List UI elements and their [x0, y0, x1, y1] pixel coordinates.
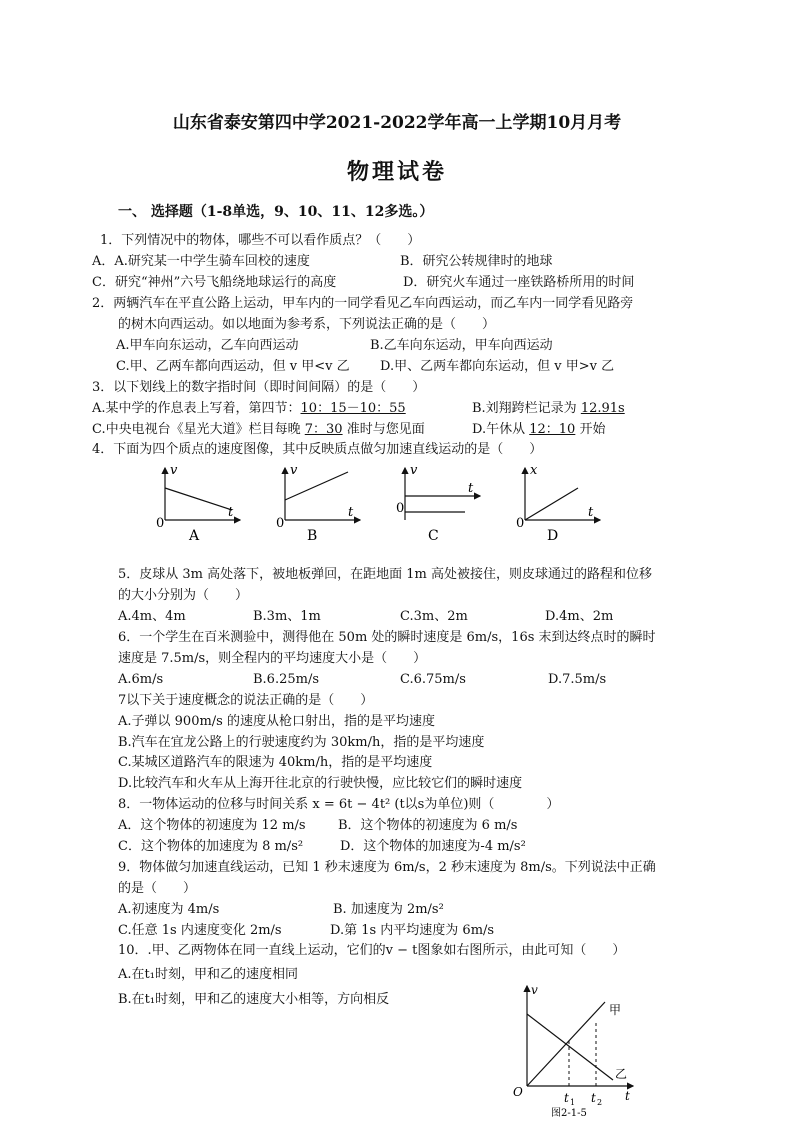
q2-option-a: A.甲车向东运动，乙车向西运动 — [116, 338, 299, 353]
vt-xaxis-label: t — [625, 1089, 630, 1103]
q10-option-b: B.在t₁时刻，甲和乙的速度大小相等，方向相反 — [118, 992, 390, 1007]
vt-t2-label: t — [591, 1091, 596, 1105]
q2-option-b: B.乙车向东运动，甲车向西运动 — [370, 338, 553, 353]
q3-option-a-underlined: 10：15－10：55 — [300, 401, 406, 416]
q8-stem: 8．一物体运动的位移与时间关系 x = 6t − 4t² (t以s为单位)则（ ） — [118, 797, 560, 812]
q7-option-a: A.子弹以 900m/s 的速度从枪口射出，指的是平均速度 — [118, 714, 435, 729]
q6-stem-1: 6．一个学生在百米测验中，测得他在 50m 处的瞬时速度是 6m/s，16s 末到达终点时的瞬时 — [118, 630, 656, 645]
graph-c-yaxis: v — [410, 463, 418, 478]
q3-option-b — [472, 400, 625, 418]
graph-b-yaxis: v — [290, 463, 298, 478]
q1-option-a: A．A.研究某一中学生骑车回校的速度 — [92, 254, 310, 269]
q3-option-c-tail: 准时与您见面 — [342, 422, 425, 437]
graph-a-xaxis: t — [228, 505, 234, 520]
q5-stem-1: 5．皮球从 3m 高处落下，被地板弹回，在距地面 1m 高处被接住，则皮球通过的路程和位移 — [118, 567, 652, 582]
exam-title: 山东省泰安第四中学2021-2022学年高一上学期10月月考 — [172, 113, 622, 133]
graph-b-xaxis: t — [348, 505, 354, 520]
graph-c-xaxis: t — [468, 481, 474, 496]
q9-option-d: D.第 1s 内平均速度为 6m/s — [330, 923, 495, 938]
vt-line-yi — [527, 1014, 613, 1080]
q3-option-d-text: D.午休从 — [472, 422, 530, 437]
q8-option-a: A．这个物体的初速度为 12 m/s — [118, 818, 306, 833]
q7-option-b: B.汽车在宜龙公路上的行驶速度约为 30km/h，指的是平均速度 — [118, 735, 485, 750]
graph-a-origin: 0 — [156, 516, 165, 531]
q9-option-a: A.初速度为 4m/s — [118, 902, 220, 917]
q9-stem-1: 9．物体做匀加速直线运动，已知 1 秒末速度为 6m/s，2 秒末速度为 8m/s。下列说法中正确 — [118, 860, 656, 875]
q2-option-d: D.甲、乙两车都向东运动，但 v 甲>v 乙 — [380, 359, 615, 374]
graph-b-origin: 0 — [276, 516, 285, 531]
q1-option-d: D．研究火车通过一座铁路桥所用的时间 — [403, 275, 635, 290]
q2-stem-1: 2．两辆汽车在平直公路上运动，甲车内的一同学看见乙车向西运动，而乙车内一同学看见路旁 — [92, 296, 634, 311]
q5-stem-2: 的大小分别为（ ） — [118, 588, 249, 603]
q5-option-a: A.4m、4m — [118, 609, 186, 624]
graph-c — [396, 463, 480, 544]
graph-a-label: A — [189, 528, 200, 544]
graph-d-xaxis: t — [588, 505, 594, 520]
graph-c-label: C — [428, 528, 439, 544]
q3-option-b-underlined: 12.91s — [580, 401, 625, 416]
graph-a-line — [165, 488, 232, 510]
q5-option-d: D.4m、2m — [545, 609, 614, 624]
q10-vt-figure — [505, 980, 655, 1120]
q3-stem: 3．以下划线上的数字指时间（即时间间隔）的是（ ） — [92, 380, 426, 395]
graph-a-yaxis: v — [170, 463, 178, 478]
q6-option-a: A.6m/s — [118, 672, 164, 687]
graph-b — [276, 463, 360, 544]
q8-option-b: B．这个物体的初速度为 6 m/s — [338, 818, 518, 833]
q3-option-a — [92, 400, 406, 418]
q6-option-b: B.6.25m/s — [253, 672, 320, 687]
exam-subtitle: 物理试卷 — [346, 159, 447, 185]
graph-d — [516, 463, 600, 544]
q7-option-c: C.某城区道路汽车的限速为 40km/h，指的是平均速度 — [118, 755, 433, 770]
graph-a — [156, 463, 240, 544]
q2-option-c: C.甲、乙两车都向西运动，但 v 甲<v 乙 — [116, 359, 350, 374]
graph-d-yaxis: x — [530, 463, 538, 478]
graph-c-origin: 0 — [396, 501, 405, 516]
q9-option-c: C.任意 1s 内速度变化 2m/s — [118, 923, 282, 938]
q7-option-d: D.比较汽车和火车从上海开往北京的行驶快慢，应比较它们的瞬时速度 — [118, 776, 523, 791]
vt-origin-label: O — [513, 1085, 523, 1099]
q1-option-b: B．研究公转规律时的地球 — [400, 254, 553, 269]
q6-stem-2: 速度是 7.5m/s，则全程内的平均速度大小是（ ） — [118, 651, 427, 666]
vt-yaxis-label: v — [531, 983, 538, 997]
q9-option-b: B. 加速度为 2m/s² — [333, 902, 444, 917]
q8-option-c: C．这个物体的加速度为 8 m/s² — [118, 839, 304, 854]
q3-option-b-text: B.刘翔跨栏记录为 — [472, 401, 581, 416]
q4-stem: 4．下面为四个质点的速度图像，其中反映质点做匀加速直线运动的是（ ） — [92, 442, 543, 457]
graph-b-label: B — [307, 528, 318, 544]
vt-jia-label: 甲 — [609, 1003, 622, 1017]
vt-caption: 图2-1-5 — [551, 1108, 587, 1119]
section-heading: 一、 选择题（1-8单选，9、10、11、12多选。） — [118, 204, 434, 220]
graph-d-label: D — [547, 528, 559, 544]
q1-option-c: C．研究“神州”六号飞船绕地球运行的高度 — [92, 275, 337, 290]
graph-d-origin: 0 — [516, 516, 525, 531]
q10-stem: 10．.甲、乙两物体在同一直线上运动，它们的v − t图象如右图所示，由此可知（ ） — [118, 943, 626, 958]
q6-option-d: D.7.5m/s — [548, 672, 607, 687]
vt-yi-label: 乙 — [615, 1067, 628, 1081]
q4-graphs — [0, 460, 794, 550]
q8-option-d: D．这个物体的加速度为-4 m/s² — [340, 839, 526, 854]
vt-t1-sub: 1 — [570, 1098, 576, 1107]
q1-stem: 1．下列情况中的物体，哪些不可以看作质点？（ ） — [100, 233, 421, 248]
q10-option-a: A.在t₁时刻，甲和乙的速度相同 — [118, 967, 298, 982]
q3-option-c — [92, 421, 425, 439]
q5-option-b: B.3m、1m — [253, 609, 321, 624]
vt-t1-label: t — [564, 1091, 569, 1105]
q6-option-c: C.6.75m/s — [400, 672, 466, 687]
graph-d-line — [525, 488, 578, 520]
q7-stem: 7以下关于速度概念的说法正确的是（ ） — [118, 693, 374, 708]
q3-option-c-underlined: 7：30 — [304, 422, 343, 437]
q3-option-d — [472, 421, 605, 439]
q3-option-d-underlined: 12：10 — [529, 422, 576, 437]
q3-option-c-text: C.中央电视台《星光大道》栏目每晚 — [92, 422, 305, 437]
vt-t2-sub: 2 — [597, 1098, 603, 1107]
q5-option-c: C.3m、2m — [400, 609, 468, 624]
q2-stem-2: 的树木向西运动。如以地面为参考系，下列说法正确的是（ ） — [118, 317, 496, 332]
q3-option-d-tail: 开始 — [575, 422, 606, 437]
q3-option-a-text: A.某中学的作息表上写着，第四节： — [92, 401, 301, 416]
q9-stem-2: 的是（ ） — [118, 881, 197, 896]
